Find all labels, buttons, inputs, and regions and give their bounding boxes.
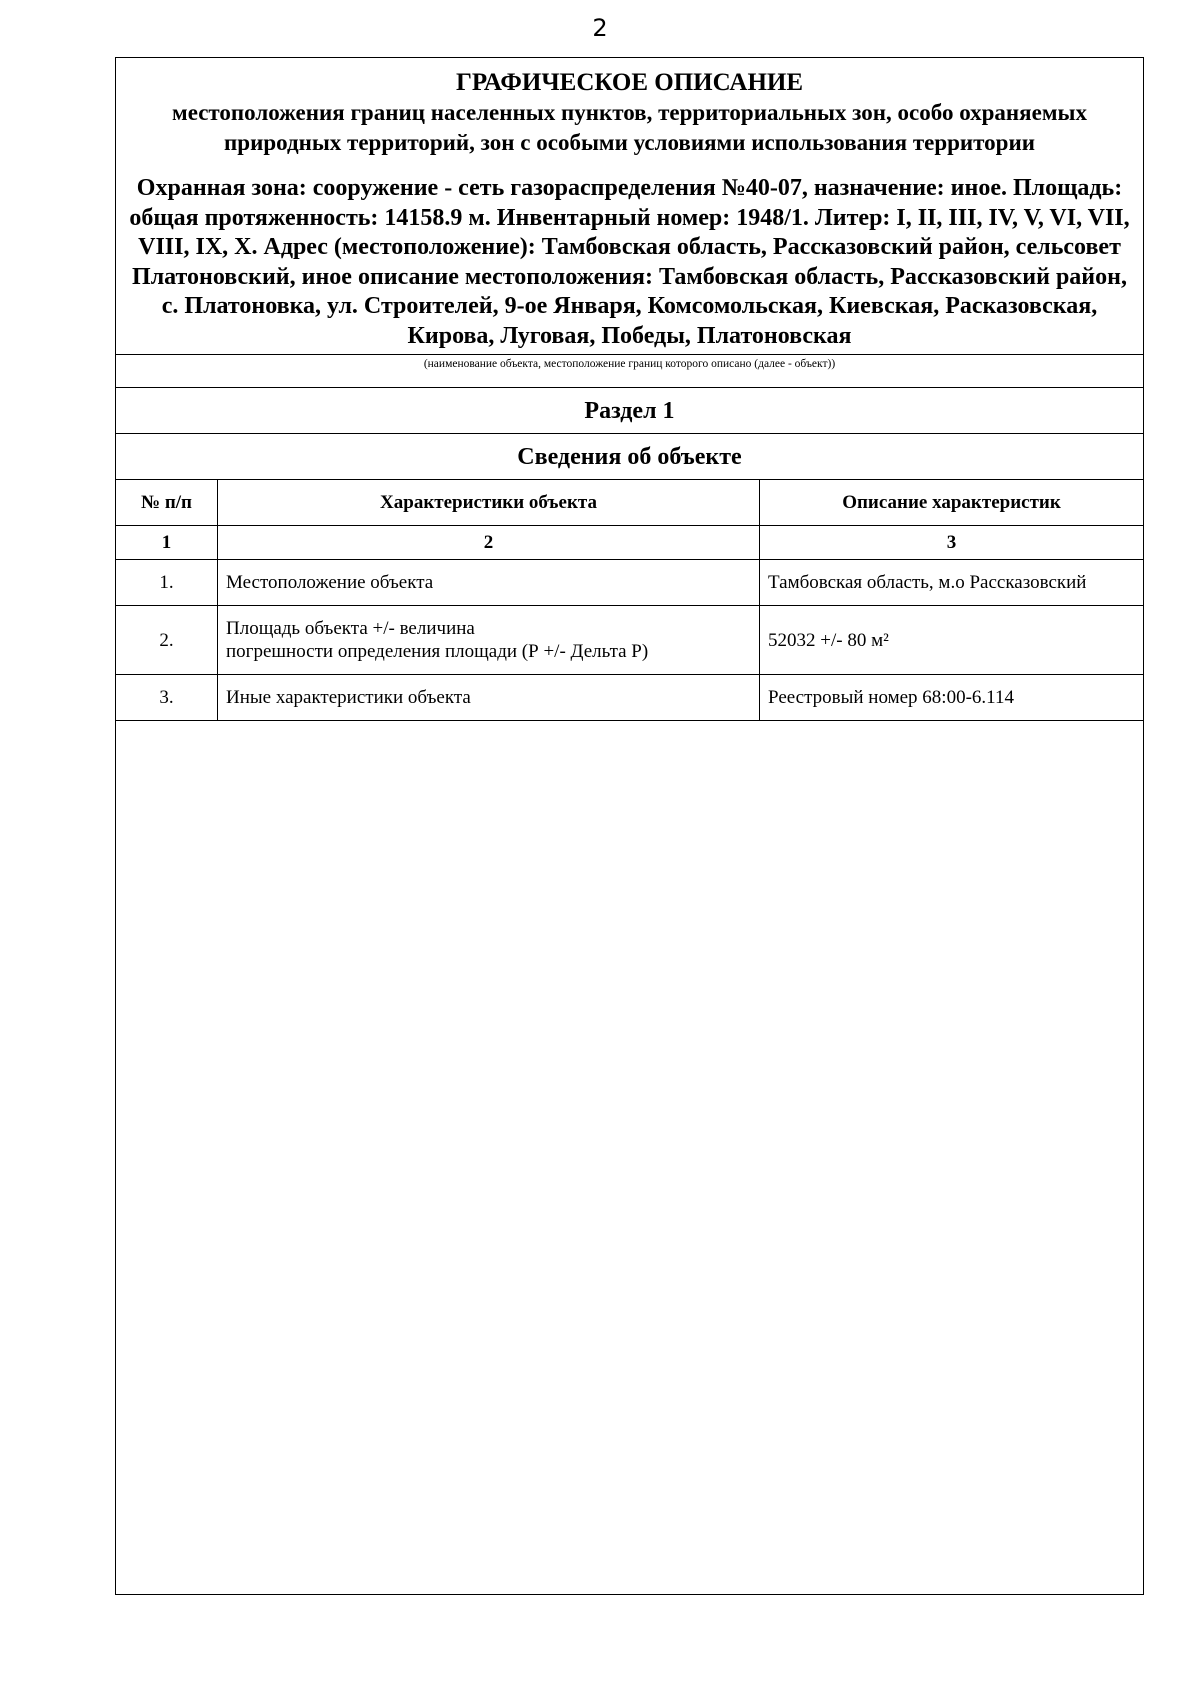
document-header — [116, 58, 1143, 351]
column-header-description: Описание характеристик — [760, 480, 1144, 526]
row-description: 52032 +/- 80 м² — [760, 606, 1144, 675]
column-header-number: № п/п — [116, 480, 218, 526]
column-number: 3 — [760, 526, 1144, 560]
row-number: 2. — [116, 606, 218, 675]
column-number: 2 — [218, 526, 760, 560]
section-title: Раздел 1 — [116, 387, 1143, 433]
page-number: 2 — [592, 14, 608, 42]
document-frame — [115, 57, 1144, 1595]
row-number: 3. — [116, 675, 218, 721]
object-caption: (наименование объекта, местоположение границ которого описано (далее - объект)) — [116, 354, 1143, 387]
document-title: ГРАФИЧЕСКОЕ ОПИСАНИЕ — [455, 69, 804, 96]
table-row — [116, 675, 1143, 721]
document-subtitle: местоположения границ населенных пунктов, территориальных зон, особо охраняемых природных территорий, зон с особыми условиями использования территории — [172, 100, 1087, 155]
table-header-row — [116, 480, 1143, 526]
object-name: Охранная зона: сооружение - сеть газораспределения №40-07, назначение: иное. Площадь: общая протяженность: 14158.9 м. Инвентарный номер: 1948/1. Литер: I, II, III, IV, V, VI, VII, VIII, IX, X. Адрес (местоположение): Тамбовская область, Рассказовский район, сельсовет Платоновский, иное описание местоположения: Тамбовская область, Рассказовский район, с. Платоновка, ул. Строителей, 9-ое Января, Комсомольская, Киевская, Расказовская, Кирова, Луговая, Победы, Платоновская — [129, 175, 1130, 349]
row-characteristic-line: Площадь объекта +/- величина — [226, 618, 475, 639]
column-number: 1 — [116, 526, 218, 560]
row-characteristic: Иные характеристики объекта — [218, 675, 760, 721]
object-info-table — [116, 479, 1143, 721]
table-row — [116, 560, 1143, 606]
row-description: Тамбовская область, м.о Рассказовский — [760, 560, 1144, 606]
table-row — [116, 606, 1143, 675]
row-characteristic — [218, 606, 760, 675]
row-characteristic-line: погрешности определения площади (Р +/- Дельта Р) — [226, 641, 649, 662]
column-number-row — [116, 526, 1143, 560]
column-header-characteristic: Характеристики объекта — [218, 480, 760, 526]
section-subtitle: Сведения об объекте — [116, 433, 1143, 479]
row-description: Реестровый номер 68:00-6.114 — [760, 675, 1144, 721]
row-characteristic: Местоположение объекта — [218, 560, 760, 606]
row-number: 1. — [116, 560, 218, 606]
